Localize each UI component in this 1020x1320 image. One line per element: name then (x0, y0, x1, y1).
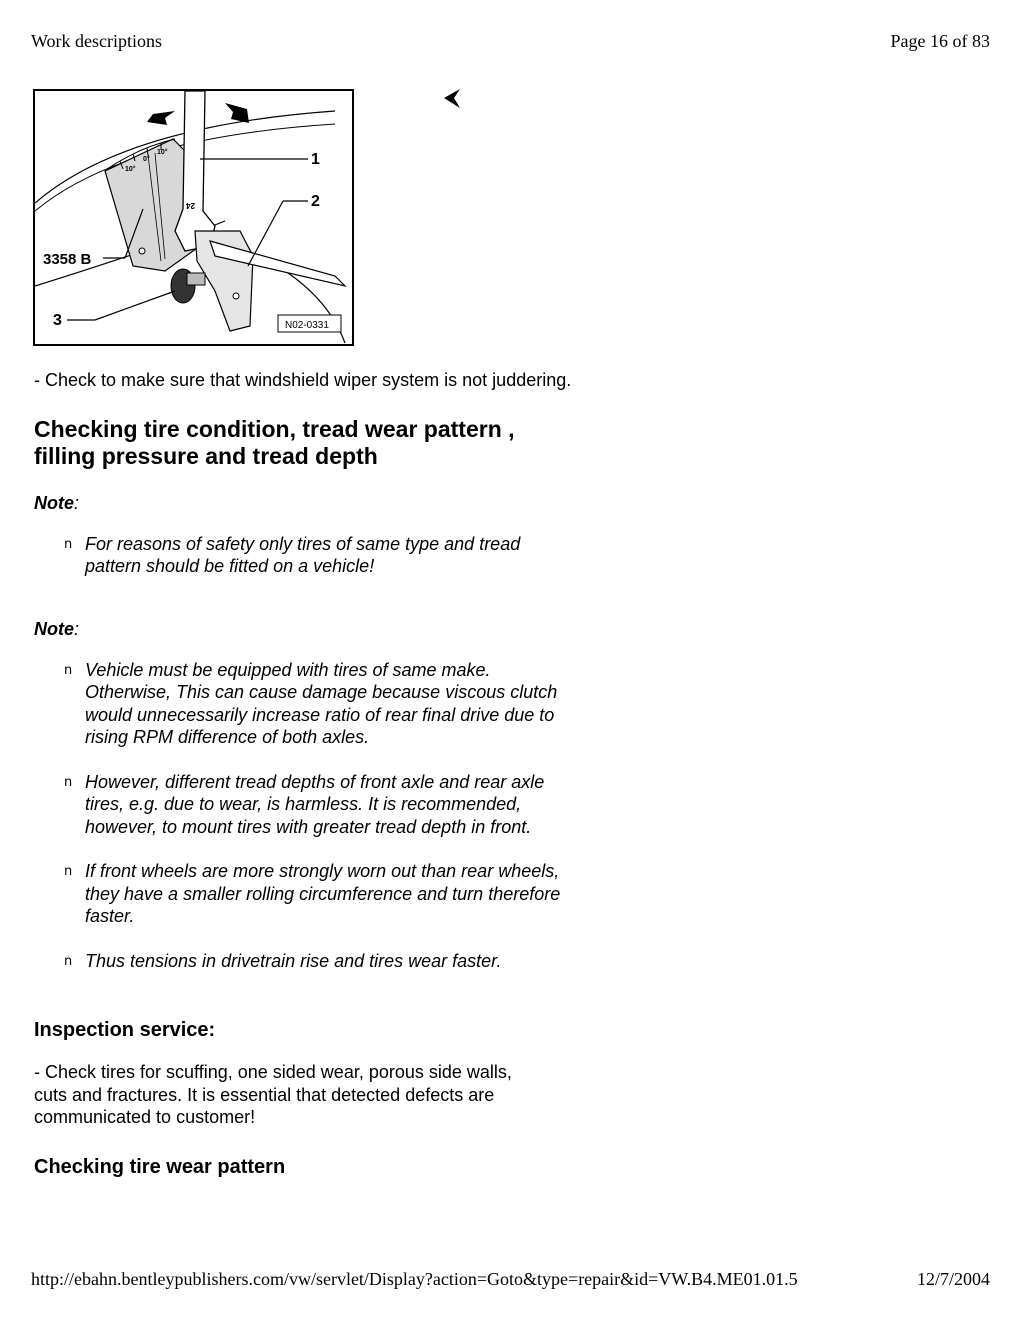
bullet-icon: n (64, 953, 73, 969)
note-label-1: Note: (34, 492, 80, 513)
callout-2: 2 (311, 193, 320, 210)
arrow-pointer-icon (440, 86, 466, 112)
figure-ref-code: N02-0331 (285, 320, 329, 331)
callout-1: 1 (311, 151, 320, 168)
footer-url: http://ebahn.bentleypublishers.com/vw/servlet/Display?action=Goto&type=repair&id=VW.B4.ME01.01.5 (31, 1269, 798, 1289)
wiper-arm-adjustment-illustration (33, 89, 354, 346)
list-item: n However, different tread depths of front axle and rear axle tires, e.g. due to wear, is harmless. It is recommended, however, to mount tires with greater tread depth in front. (64, 771, 545, 837)
page-number: Page 16 of 83 (890, 31, 990, 51)
svg-text:10°: 10° (125, 166, 136, 173)
header-title: Work descriptions (31, 31, 163, 51)
bullet-icon: n (64, 662, 73, 678)
footer-date: 12/7/2004 (916, 1269, 990, 1289)
right-arrow-icon (225, 103, 249, 123)
note-list-1 (34, 533, 574, 578)
bullet-icon: n (64, 536, 73, 552)
list-item: n Thus tensions in drivetrain rise and tires wear faster. (34, 950, 574, 973)
note-label-2: Note: (34, 618, 80, 639)
callout-3: 3 (53, 312, 62, 329)
note-list-2 (34, 659, 574, 973)
list-item: n If front wheels are more strongly worn out than rear wheels, they have a smaller rolling circumference and turn therefore faster. (64, 861, 561, 926)
list-item: n For reasons of safety only tires of same type and tread pattern should be fitted on a vehicle! (64, 533, 521, 576)
intro-text: - Check to make sure that windshield wiper system is not juddering. (34, 370, 572, 390)
list-item: n Vehicle must be equipped with tires of same make. Otherwise, This can cause damage because viscous clutch would unnecessarily increase ratio of rear final drive due to rising RPM difference of both axles. (64, 659, 558, 747)
section-heading-inspection: Inspection service: (34, 1019, 216, 1041)
svg-text:24: 24 (186, 201, 195, 210)
bullet-icon: n (64, 774, 73, 790)
inspection-text: - Check tires for scuffing, one sided wear, porous side walls, cuts and fractures. It is essential that detected defects are communicated to customer! (34, 1062, 512, 1127)
bullet-icon: n (64, 864, 73, 879)
svg-text:0°: 0° (143, 156, 150, 163)
section-heading-tire-condition: Checking tire condition, tread wear pattern , filling pressure and tread depth (34, 415, 515, 469)
tool-label: 3358 B (43, 251, 92, 268)
svg-text:10°: 10° (157, 149, 168, 156)
section-heading-wear-pattern: Checking tire wear pattern (34, 1155, 286, 1178)
left-arrow-icon (147, 111, 175, 125)
